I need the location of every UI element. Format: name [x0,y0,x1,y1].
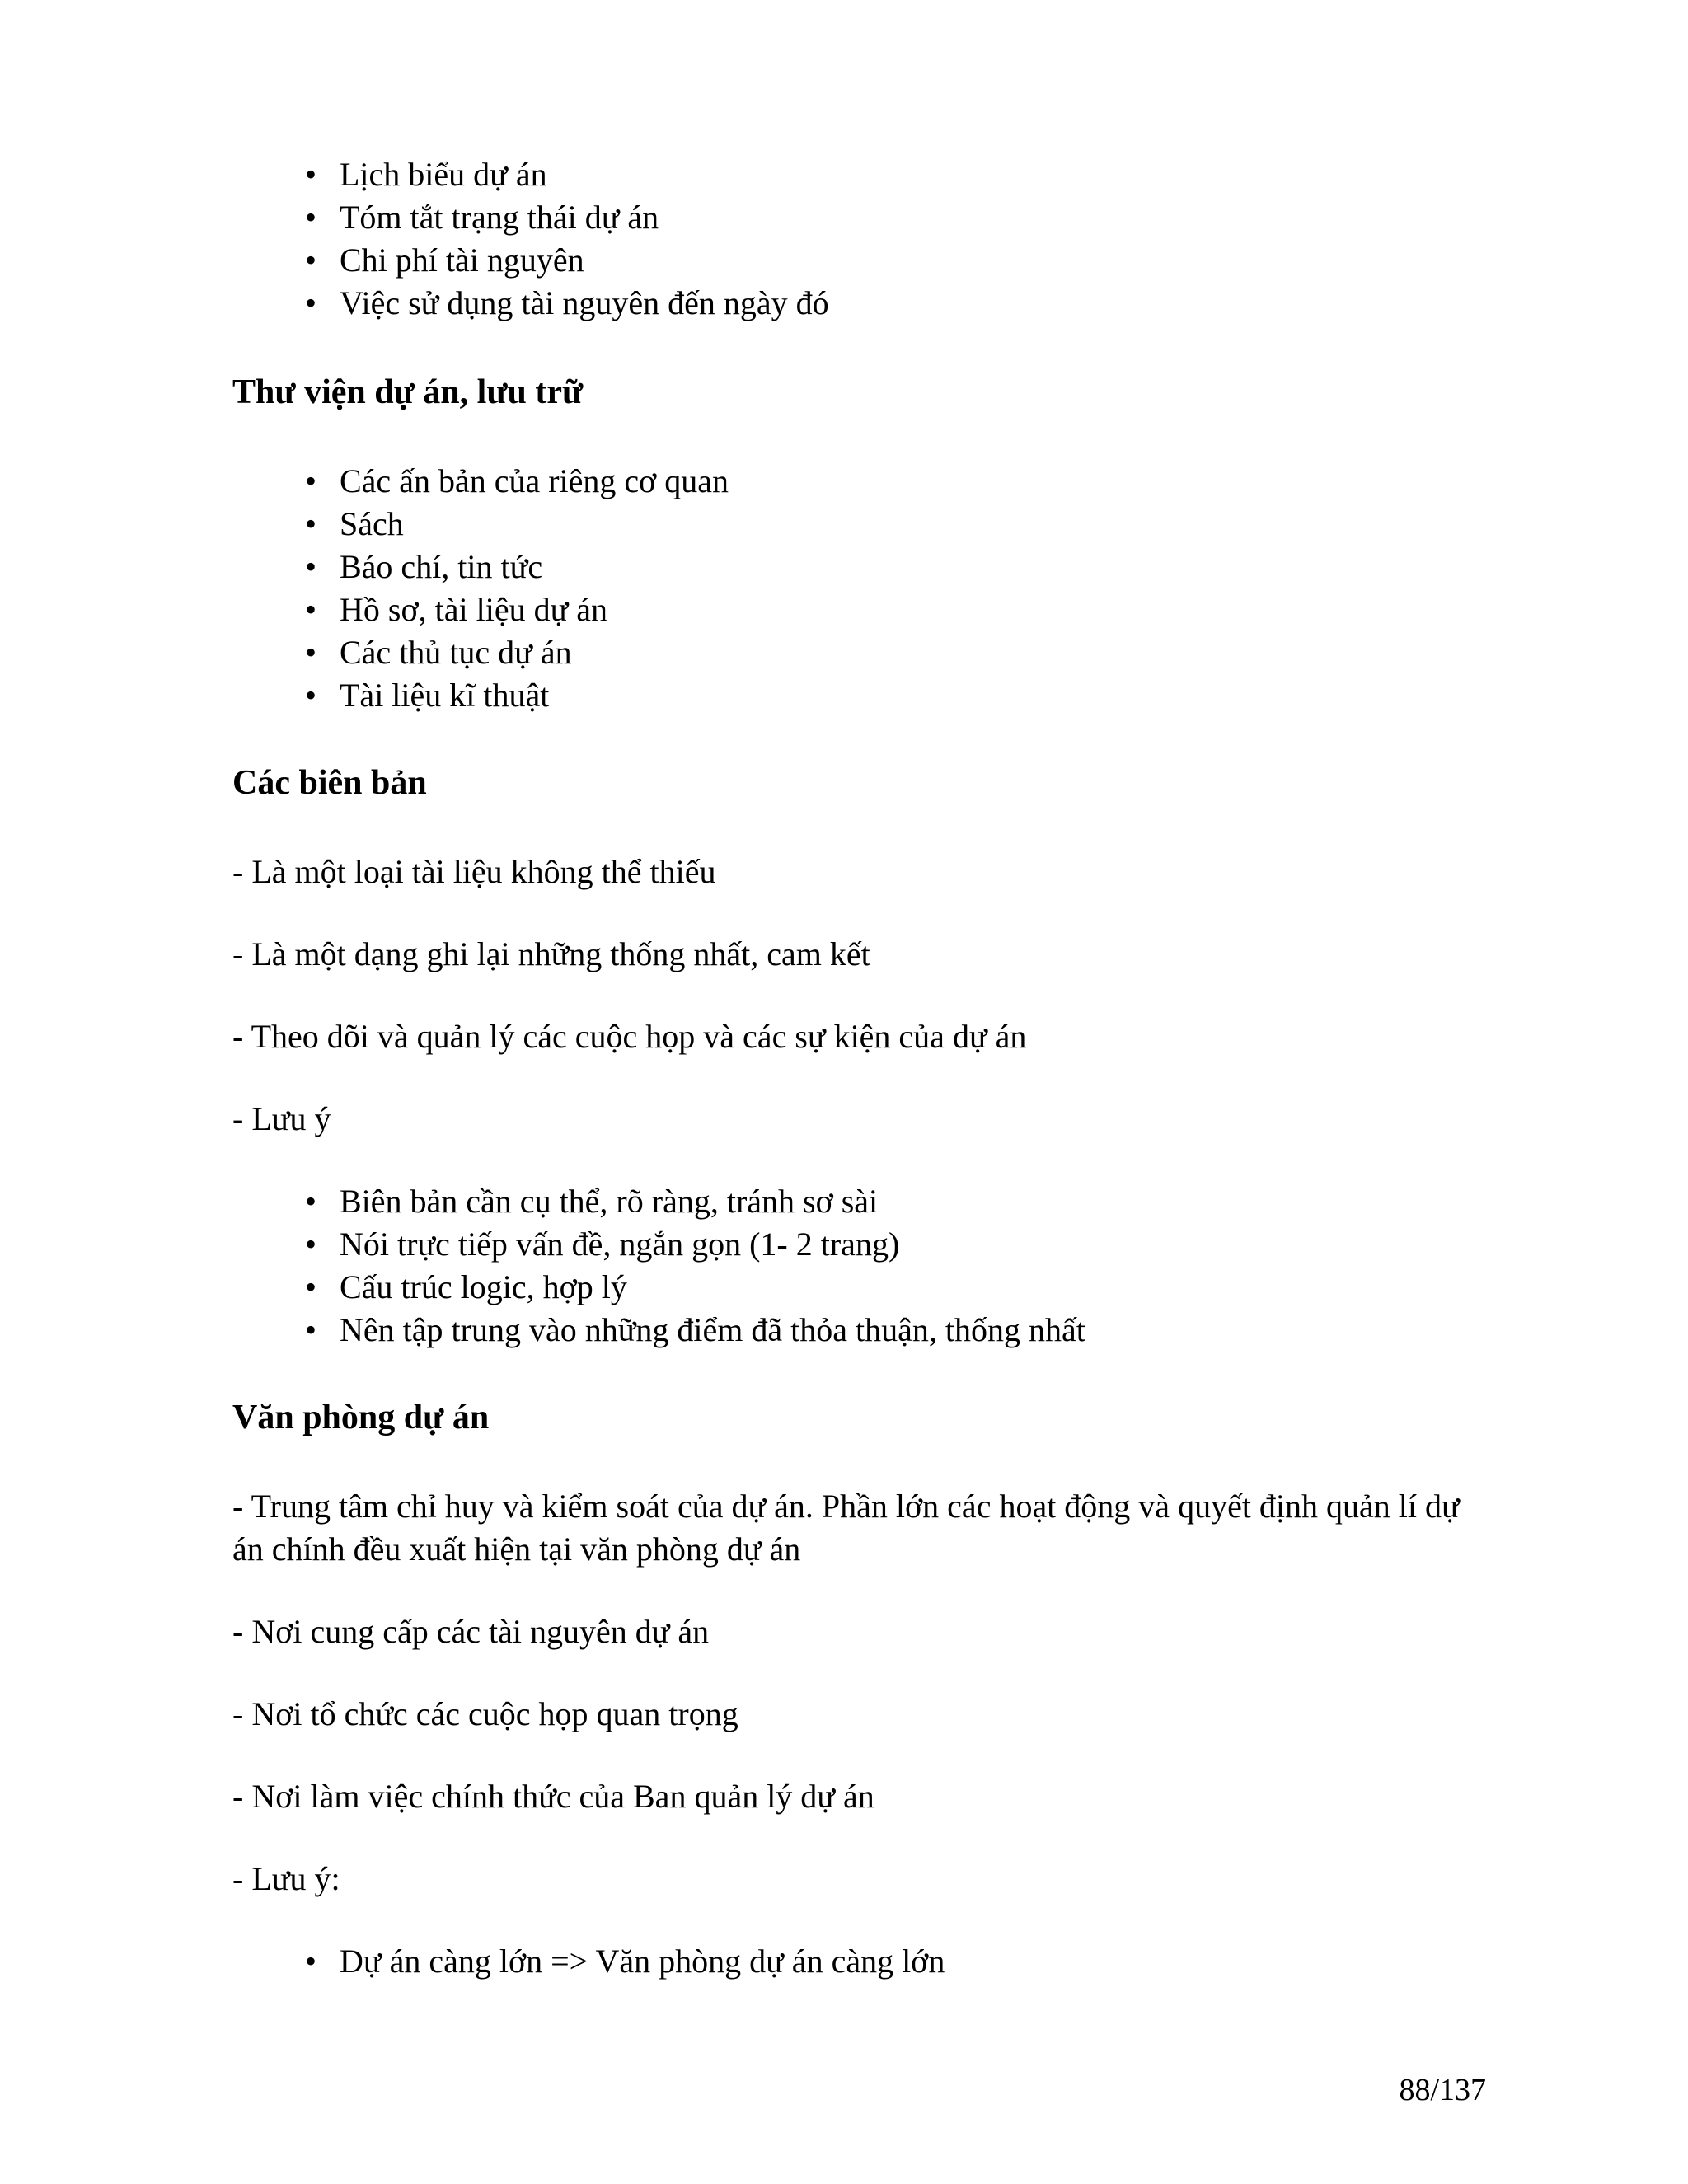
heading-project-office: Văn phòng dự án [232,1399,490,1436]
list-item: • Các thủ tục dự án [0,631,1688,674]
paragraph: - Nơi cung cấp các tài nguyên dự án [232,1613,710,1650]
dash-marker: - [232,935,252,972]
list-item: • Báo chí, tin tức [0,546,1688,588]
list-item: • Nên tập trung vào những điểm đã thỏa thuận, thống nhất [0,1309,1688,1352]
dash-marker: - [232,1613,252,1650]
bullet-list-library [0,460,1688,717]
heading-project-library: Thư viện dự án, lưu trữ [232,373,584,411]
bullet-list-minutes-notes [0,1180,1688,1352]
bullet-list-office-notes [0,1940,1688,1983]
bullet-list-project-reports [0,153,1688,325]
paragraph: - Theo dõi và quản lý các cuộc họp và các sự kiện của dự án [232,1018,1027,1055]
paragraph: - Lưu ý [232,1100,331,1137]
list-item: • Cấu trúc logic, hợp lý [0,1266,1688,1309]
dash-marker: - [232,1695,252,1732]
list-item: • Tóm tắt trạng thái dự án [0,196,1688,239]
dash-marker: - [232,1488,251,1525]
paragraph: - Nơi tổ chức các cuộc họp quan trọng [232,1695,738,1732]
dash-marker: - [232,1018,251,1055]
dash-marker: - [232,853,252,890]
paragraph: - Lưu ý: [232,1860,340,1897]
paragraph: - Là một loại tài liệu không thể thiếu [232,853,716,890]
list-item: • Hồ sơ, tài liệu dự án [0,588,1688,631]
list-item: • Lịch biểu dự án [0,153,1688,196]
list-item: • Chi phí tài nguyên [0,239,1688,282]
paragraph: - Là một dạng ghi lại những thống nhất, cam kết [232,935,870,972]
heading-minutes: Các biên bản [232,764,427,802]
list-item: • Nói trực tiếp vấn đề, ngắn gọn (1- 2 trang) [0,1223,1688,1266]
paragraph: - Trung tâm chỉ huy và kiểm soát của dự án. Phần lớn các hoạt động và quyết định quản lí dự án chính đều xuất hiện tại văn phòng dự án [232,1488,1460,1568]
list-item: • Tài liệu kĩ thuật [0,674,1688,717]
list-item: • Dự án càng lớn => Văn phòng dự án càng lớn [0,1940,1688,1983]
list-item: • Biên bản cần cụ thể, rõ ràng, tránh sơ sài [0,1180,1688,1223]
list-item: • Các ấn bản của riêng cơ quan [0,460,1688,503]
dash-marker: - [232,1778,252,1815]
list-item: • Sách [0,503,1688,546]
dash-marker: - [232,1860,252,1897]
page-number: 88/137 [1399,2073,1486,2107]
list-item: • Việc sử dụng tài nguyên đến ngày đó [0,282,1688,325]
dash-marker: - [232,1100,252,1137]
paragraph: - Nơi làm việc chính thức của Ban quản lý dự án [232,1778,874,1815]
